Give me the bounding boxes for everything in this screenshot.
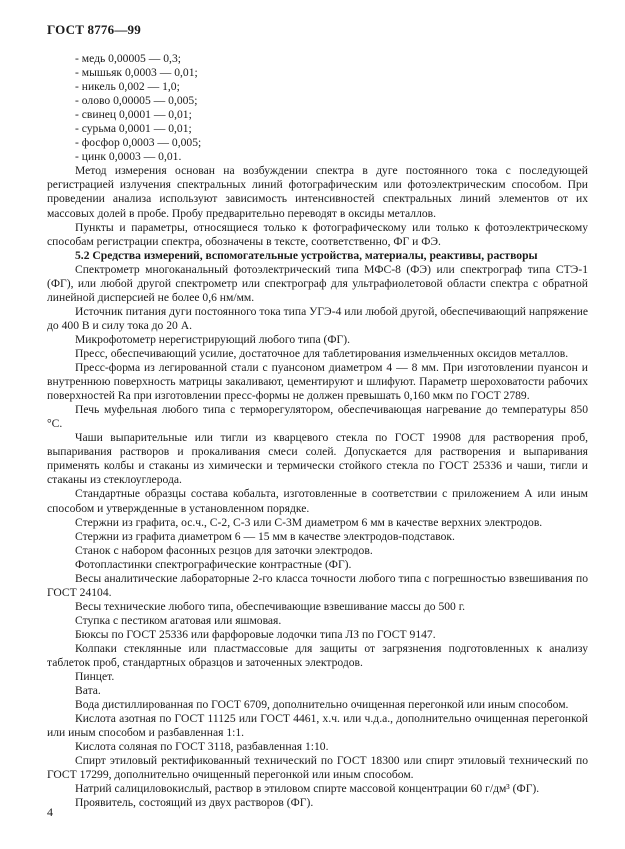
elements-list — [47, 52, 588, 164]
document-body — [47, 52, 588, 811]
paragraph: Микрофотометр нерегистрирующий любого типа (ФГ). — [75, 332, 351, 346]
paragraph: Станок с набором фасонных резцов для заточки электродов. — [75, 543, 373, 557]
list-item: - медь 0,00005 — 0,3; — [75, 52, 181, 65]
page-number: 4 — [47, 805, 53, 819]
paragraph: Натрий салициловокислый, раствор в этиловом спирте массовой концентрации 60 г/дм³ (ФГ). — [75, 782, 540, 796]
list-item: - никель 0,002 — 1,0; — [75, 80, 180, 94]
paragraph: Пункты и параметры, относящиеся только к фотографическому или только к фотоэлектрическому способам регистрации спектра, обозначены в тексте, соответственно, ФГ и ФЭ. — [47, 220, 588, 248]
section-heading — [47, 249, 588, 263]
paragraph: Вата. — [75, 684, 101, 698]
paragraph: Вода дистиллированная по ГОСТ 6709, дополнительно очищенная перегонкой или иным способом. — [75, 698, 569, 712]
paragraph: Фотопластинки спектрографические контрастные (ФГ). — [75, 557, 352, 571]
paragraph: Весы технические любого типа, обеспечивающие взвешивание массы до 500 г. — [75, 599, 466, 613]
paragraph: Кислота соляная по ГОСТ 3118, разбавленная 1:10. — [75, 740, 329, 754]
paragraph: Бюксы по ГОСТ 25336 или фарфоровые лодочки типа ЛЗ по ГОСТ 9147. — [75, 627, 436, 641]
paragraph: Пинцет. — [75, 670, 115, 684]
paragraph: Колпаки стеклянные или пластмассовые для защиты от загрязнения подготовленных к анализу таблеток проб, стандартных образцов и заточенных электродов. — [47, 641, 588, 670]
paragraph: Чаши выпарительные или тигли из кварцевого стекла по ГОСТ 19908 для растворения проб, выпаривания растворов и прокаливания смеси солей. Допускается для растворения и выпаривания применять колбы и стаканы из химически и термически стойкого стекла по ГОСТ 25336 и чаши, тигли и стаканы из стеклоуглерода. — [47, 431, 588, 487]
paragraph: Пресс, обеспечивающий усилие, достаточное для таблетирования измельченных оксидов металлов. — [75, 346, 569, 360]
section-title: Средства измерений, вспомогательные устройства, материалы, реактивы, растворы — [92, 248, 538, 262]
paragraph: Печь муфельная любого типа с терморегулятором, обеспечивающая нагревание до температуры 850 °С. — [47, 403, 588, 431]
paragraph: Источник питания дуги постоянного тока типа УГЭ-4 или любой другой, обеспечивающий напряжение до 400 В и силу тока до 20 А. — [47, 304, 588, 332]
paragraph: Метод измерения основан на возбуждении спектра в дуге постоянного тока с последующей регистрацией излучения спектральных линий фотографическим или фотоэлектрическим способом. При проведении анализа используют зависимость интенсивностей спектральных линий элементов от их массовых долей в пробе. Пробу предварительно переводят в оксиды металлов. — [47, 164, 588, 220]
paragraph: Весы аналитические лабораторные 2-го класса точности любого типа с погрешностью взвешивания по ГОСТ 24104. — [47, 571, 588, 599]
document-header: ГОСТ 8776—99 — [47, 22, 141, 37]
paragraph: Кислота азотная по ГОСТ 11125 или ГОСТ 4461, х.ч. или ч.д.а., дополнительно очищенная перегонкой или иным способом и разбавленная 1:1. — [47, 712, 588, 740]
section-number: 5.2 — [75, 248, 90, 262]
paragraph: Проявитель, состоящий из двух растворов (ФГ). — [75, 796, 314, 810]
paragraph: Стержни из графита диаметром 6 — 15 мм в качестве электродов-подставок. — [75, 529, 455, 543]
paragraph: Спектрометр многоканальный фотоэлектрический типа МФС-8 (ФЭ) или спектрограф типа СТЭ-1 (ФГ), или любой другой спектрометр или спектрограф для ультрафиолетовой области спектра с обратной линейной дисперсией не более 0,6 нм/мм. — [47, 262, 588, 304]
paragraph: Стандартные образцы состава кобальта, изготовленные в соответствии с приложением А или иным способом и утвержденные в установленном порядке. — [47, 487, 588, 515]
paragraph: Ступка с пестиком агатовая или яшмовая. — [75, 613, 282, 627]
paragraph: Спирт этиловый ректификованный технический по ГОСТ 18300 или спирт этиловый технический по ГОСТ 17299, дополнительно очищенный перегонкой или иным способом. — [47, 754, 588, 782]
list-item: - свинец 0,0001 — 0,01; — [75, 108, 192, 122]
list-item: - цинк 0,0003 — 0,01. — [75, 150, 182, 164]
paragraph: Пресс-форма из легированной стали с пуансоном диаметром 4 — 8 мм. При изготовлении пуансон и внутреннюю поверхность матрицы закаливают, цементируют и шлифуют. Параметр шероховатости рабочих поверхностей Ra при изготовлении пресс-формы не должен превышать 0,160 мкм по ГОСТ 2789. — [47, 361, 588, 403]
list-item: - сурьма 0,0001 — 0,01; — [75, 122, 192, 136]
list-item: - олово 0,00005 — 0,005; — [75, 94, 198, 108]
list-item: - фосфор 0,0003 — 0,005; — [75, 136, 202, 150]
paragraph: Стержни из графита, ос.ч., С-2, С-3 или С-3М диаметром 6 мм в качестве верхних электродов. — [75, 515, 543, 529]
list-item: - мышьяк 0,0003 — 0,01; — [75, 66, 198, 80]
